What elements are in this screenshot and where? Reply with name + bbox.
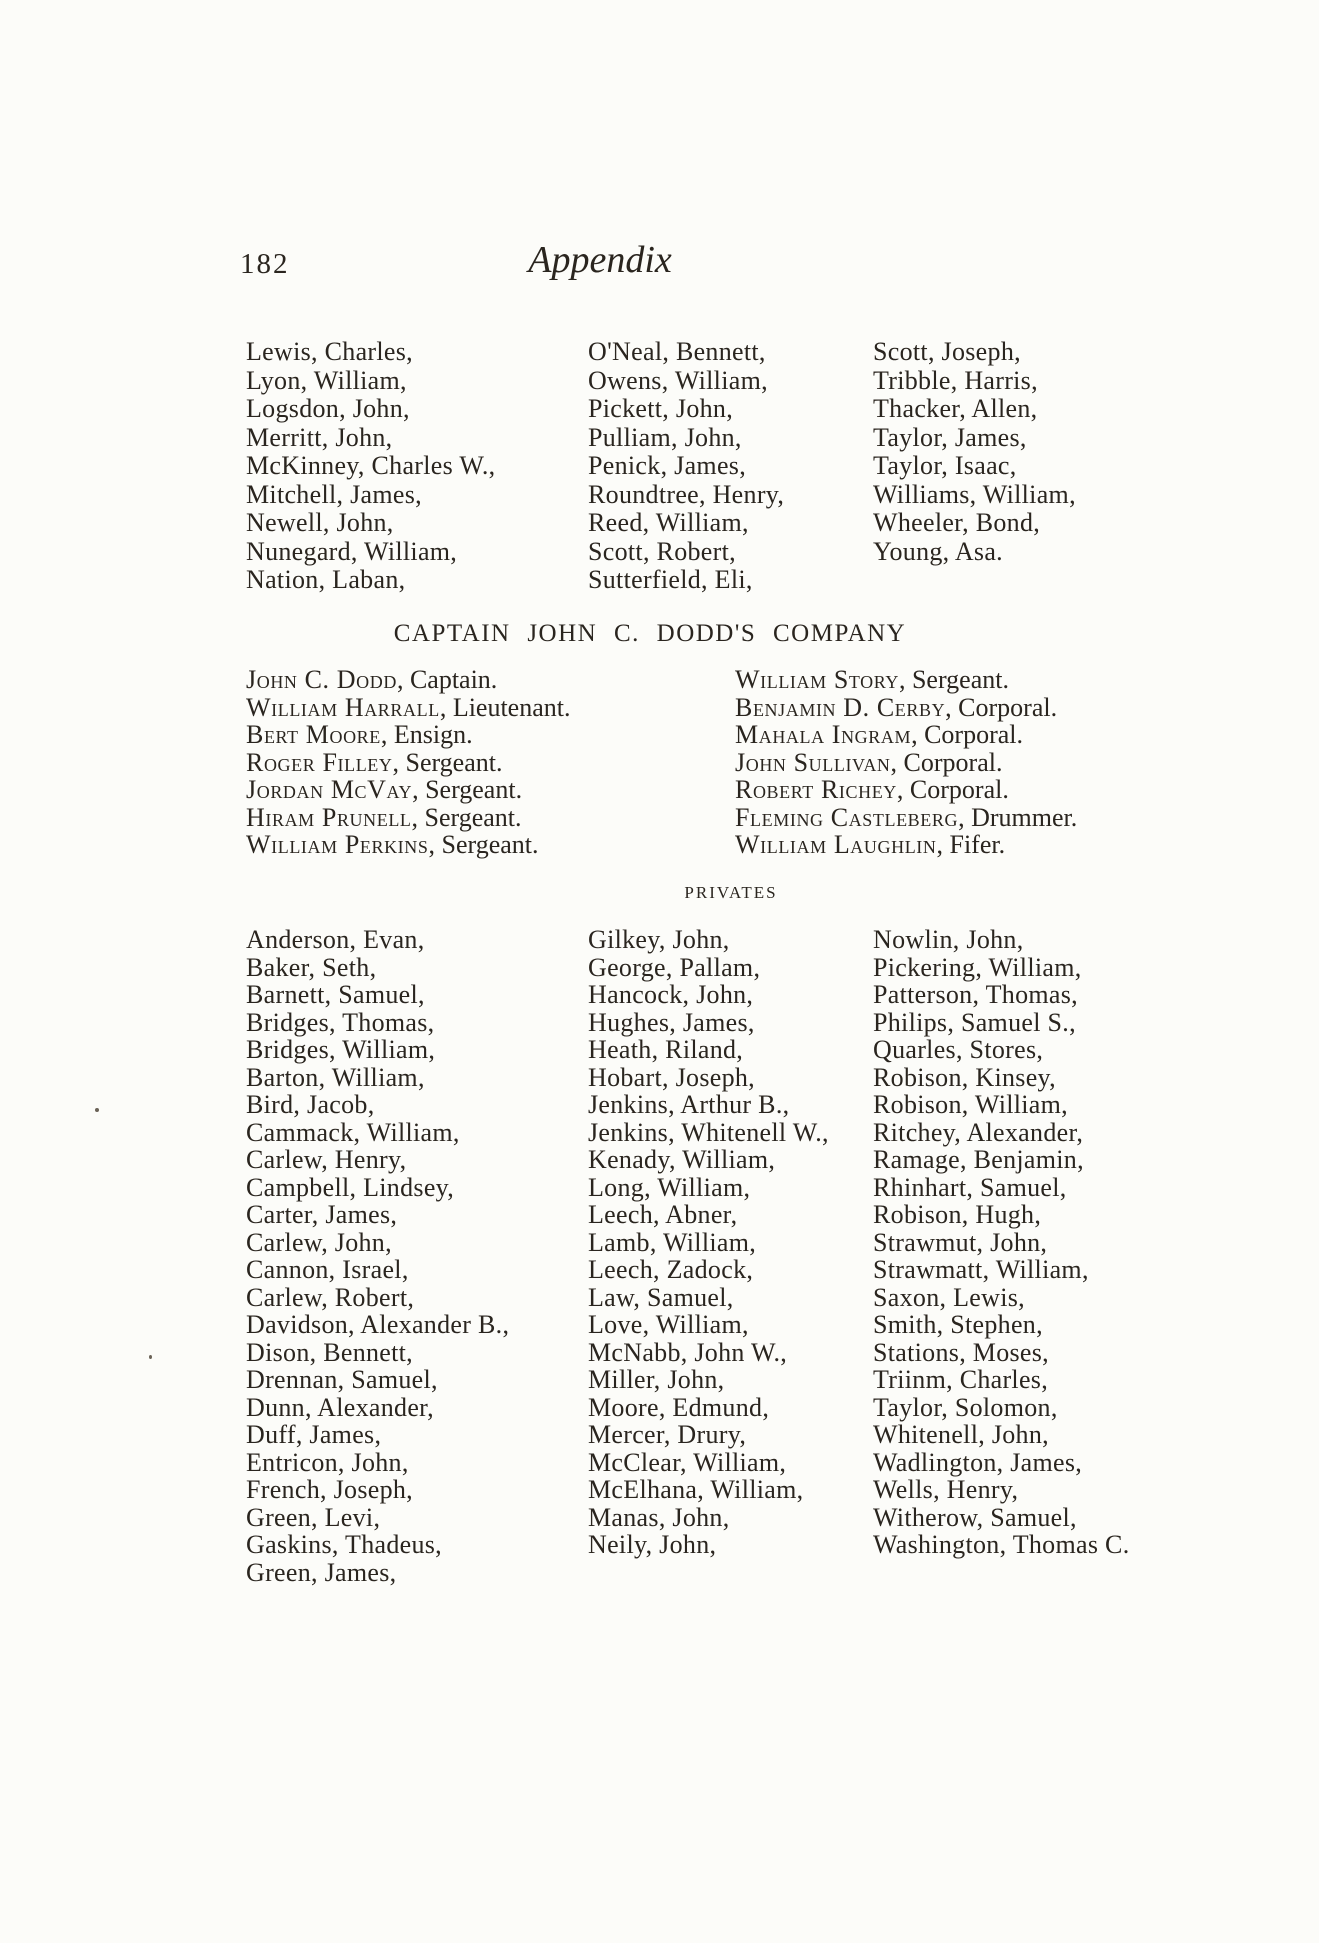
roster-entry: Jenkins, Whitenell W.,	[588, 1117, 829, 1147]
roster-entry: Carlew, Henry,	[246, 1145, 407, 1174]
officer-entry: Hiram Prunell, Sergeant.	[246, 802, 522, 832]
privates-column-1	[246, 926, 509, 1586]
roster-entry: Witherow, Samuel,	[873, 1502, 1077, 1532]
officer-name: Robert Richey	[735, 775, 897, 804]
roster-entry: Green, James,	[246, 1557, 397, 1587]
roster-entry: Hobart, Joseph,	[588, 1062, 755, 1092]
roster-entry: Pickering, William,	[873, 952, 1082, 982]
roster-entry: Ritchey, Alexander,	[873, 1117, 1084, 1147]
roster-entry: Robison, Hugh,	[873, 1200, 1042, 1229]
roster-entry: Carlew, John,	[246, 1227, 392, 1257]
roster-entry: Merritt, John,	[246, 422, 393, 452]
officer-entry: William Harrall, Lieutenant.	[246, 692, 571, 722]
roster-entry: Gilkey, John,	[588, 925, 730, 954]
officer-name: Hiram Prunell	[246, 802, 412, 832]
officer-entry: Fleming Castleberg, Drummer.	[735, 802, 1078, 832]
roster-entry: Davidson, Alexander B.,	[246, 1310, 510, 1339]
roster-entry: Thacker, Allen,	[873, 394, 1038, 423]
roster-entry: Lewis, Charles,	[246, 337, 413, 366]
roster-entry: Mitchell, James,	[246, 479, 422, 509]
roster-entry: Dunn, Alexander,	[246, 1392, 434, 1422]
officer-entry: Mahala Ingram, Corporal.	[735, 720, 1023, 749]
roster-entry: French, Joseph,	[246, 1475, 413, 1504]
roster-entry: Neily, John,	[588, 1530, 717, 1559]
roster-entry: Pulliam, John,	[588, 422, 742, 452]
top-roster-column-1	[246, 338, 495, 595]
roster-entry: Patterson, Thomas,	[873, 980, 1078, 1009]
roster-entry: Scott, Joseph,	[873, 337, 1021, 366]
roster-entry: Triinm, Charles,	[873, 1365, 1049, 1394]
roster-entry: Taylor, Solomon,	[873, 1392, 1058, 1422]
roster-entry: Reed, William,	[588, 508, 749, 537]
roster-entry: Rhinhart, Samuel,	[873, 1172, 1067, 1202]
officer-name: Benjamin D. Cerby	[735, 692, 946, 722]
officer-name: Mahala Ingram	[735, 720, 912, 749]
roster-entry: Logsdon, John,	[246, 394, 410, 423]
roster-entry: Cammack, William,	[246, 1117, 460, 1147]
roster-entry: McKinney, Charles W.,	[246, 451, 496, 480]
roster-entry: Pickett, John,	[588, 394, 734, 423]
officer-entry: John Sullivan, Corporal.	[735, 747, 1003, 777]
roster-entry: Taylor, Isaac,	[873, 451, 1017, 480]
roster-entry: Penick, James,	[588, 451, 747, 480]
roster-entry: Young, Asa.	[873, 536, 1003, 566]
officers-column-left	[246, 666, 571, 859]
roster-entry: Jenkins, Arthur B.,	[588, 1090, 790, 1119]
roster-entry: Barton, William,	[246, 1062, 425, 1092]
roster-entry: Wheeler, Bond,	[873, 508, 1041, 537]
roster-entry: Nunegard, William,	[246, 536, 458, 566]
roster-entry: McClear, William,	[588, 1447, 787, 1477]
roster-entry: Law, Samuel,	[588, 1282, 734, 1312]
roster-entry: McElhana, William,	[588, 1475, 804, 1504]
roster-entry: Campbell, Lindsey,	[246, 1172, 455, 1202]
officer-entry: Robert Richey, Corporal.	[735, 775, 1009, 804]
roster-entry: Philips, Samuel S.,	[873, 1007, 1076, 1037]
roster-entry: Whitenell, John,	[873, 1420, 1049, 1449]
roster-entry: Sutterfield, Eli,	[588, 565, 753, 594]
officers-column-right	[735, 666, 1077, 859]
roster-entry: McNabb, John W.,	[588, 1337, 788, 1367]
officer-name: Bert Moore	[246, 720, 381, 749]
roster-entry: Long, William,	[588, 1172, 751, 1202]
page-number: 182	[240, 248, 290, 280]
roster-entry: Leech, Zadock,	[588, 1255, 754, 1284]
top-roster-column-2	[588, 338, 784, 595]
roster-entry: Drennan, Samuel,	[246, 1365, 438, 1394]
roster-entry: Carter, James,	[246, 1200, 398, 1229]
roster-entry: Strawmut, John,	[873, 1227, 1048, 1257]
roster-entry: Nowlin, John,	[873, 925, 1024, 954]
roster-entry: Duff, James,	[246, 1420, 382, 1449]
page-title: Appendix	[528, 239, 672, 281]
roster-entry: Gaskins, Thadeus,	[246, 1530, 442, 1559]
roster-entry: Entricon, John,	[246, 1447, 409, 1477]
roster-entry: Moore, Edmund,	[588, 1392, 770, 1422]
roster-entry: Robison, Kinsey,	[873, 1062, 1056, 1092]
roster-entry: Strawmatt, William,	[873, 1255, 1089, 1284]
roster-entry: Tribble, Harris,	[873, 365, 1038, 395]
privates-heading: PRIVATES	[684, 883, 778, 902]
officer-entry: Benjamin D. Cerby, Corporal.	[735, 692, 1058, 722]
company-heading: CAPTAIN JOHN C. DODD'S COMPANY	[393, 620, 907, 647]
roster-entry: Love, William,	[588, 1310, 749, 1339]
officer-name: Roger Filley	[246, 747, 393, 777]
roster-entry: Wells, Henry,	[873, 1475, 1019, 1504]
roster-entry: O'Neal, Bennett,	[588, 337, 766, 366]
officer-name: John C. Dodd	[246, 665, 397, 694]
scan-speck	[95, 1108, 99, 1112]
roster-entry: Williams, William,	[873, 479, 1076, 509]
officer-name: William Perkins	[246, 830, 429, 859]
roster-entry: Green, Levi,	[246, 1502, 381, 1532]
officer-name: William Story	[735, 665, 899, 694]
roster-entry: Leech, Abner,	[588, 1200, 738, 1229]
roster-entry: Dison, Bennett,	[246, 1337, 413, 1367]
roster-entry: Barnett, Samuel,	[246, 980, 425, 1009]
officer-name: William Harrall	[246, 692, 440, 722]
roster-entry: Lamb, William,	[588, 1227, 757, 1257]
roster-entry: Manas, John,	[588, 1502, 730, 1532]
roster-entry: Smith, Stephen,	[873, 1310, 1043, 1339]
officer-entry: William Story, Sergeant.	[735, 665, 1009, 694]
roster-entry: Quarles, Stores,	[873, 1035, 1044, 1064]
roster-entry: Cannon, Israel,	[246, 1255, 409, 1284]
officer-entry: William Perkins, Sergeant.	[246, 830, 539, 859]
roster-entry: Stations, Moses,	[873, 1337, 1049, 1367]
roster-entry: Lyon, William,	[246, 365, 407, 395]
roster-entry: Roundtree, Henry,	[588, 479, 785, 509]
roster-entry: Scott, Robert,	[588, 536, 736, 566]
roster-entry: Saxon, Lewis,	[873, 1282, 1025, 1312]
roster-entry: Bird, Jacob,	[246, 1090, 375, 1119]
officer-name: John Sullivan	[735, 747, 891, 777]
roster-entry: Newell, John,	[246, 508, 394, 537]
roster-entry: Anderson, Evan,	[246, 925, 425, 954]
roster-entry: Washington, Thomas C.	[873, 1530, 1130, 1559]
roster-entry: Owens, William,	[588, 365, 768, 395]
roster-entry: Hughes, James,	[588, 1007, 755, 1037]
officer-entry: William Laughlin, Fifer.	[735, 830, 1006, 859]
roster-entry: Nation, Laban,	[246, 565, 406, 594]
scan-speck	[149, 1355, 152, 1359]
roster-entry: Mercer, Drury,	[588, 1420, 747, 1449]
roster-entry: Kenady, William,	[588, 1145, 776, 1174]
roster-entry: Taylor, James,	[873, 422, 1027, 452]
officer-entry: Jordan McVay, Sergeant.	[246, 775, 523, 804]
roster-entry: Baker, Seth,	[246, 952, 377, 982]
roster-entry: Robison, William,	[873, 1090, 1068, 1119]
officer-name: Jordan McVay	[246, 775, 413, 804]
roster-entry: Bridges, Thomas,	[246, 1007, 435, 1037]
officer-name: William Laughlin	[735, 830, 937, 859]
privates-column-3	[873, 926, 1130, 1559]
roster-entry: George, Pallam,	[588, 952, 761, 982]
officer-entry: Roger Filley, Sergeant.	[246, 747, 503, 777]
privates-column-2	[588, 926, 829, 1559]
officer-entry: John C. Dodd, Captain.	[246, 665, 498, 694]
roster-entry: Wadlington, James,	[873, 1447, 1083, 1477]
roster-entry: Hancock, John,	[588, 980, 754, 1009]
officer-name: Fleming Castleberg	[735, 802, 959, 832]
top-roster-column-3	[873, 338, 1076, 566]
roster-entry: Bridges, William,	[246, 1035, 436, 1064]
roster-entry: Heath, Riland,	[588, 1035, 744, 1064]
officer-entry: Bert Moore, Ensign.	[246, 720, 473, 749]
roster-entry: Ramage, Benjamin,	[873, 1145, 1084, 1174]
roster-entry: Miller, John,	[588, 1365, 725, 1394]
roster-entry: Carlew, Robert,	[246, 1282, 415, 1312]
